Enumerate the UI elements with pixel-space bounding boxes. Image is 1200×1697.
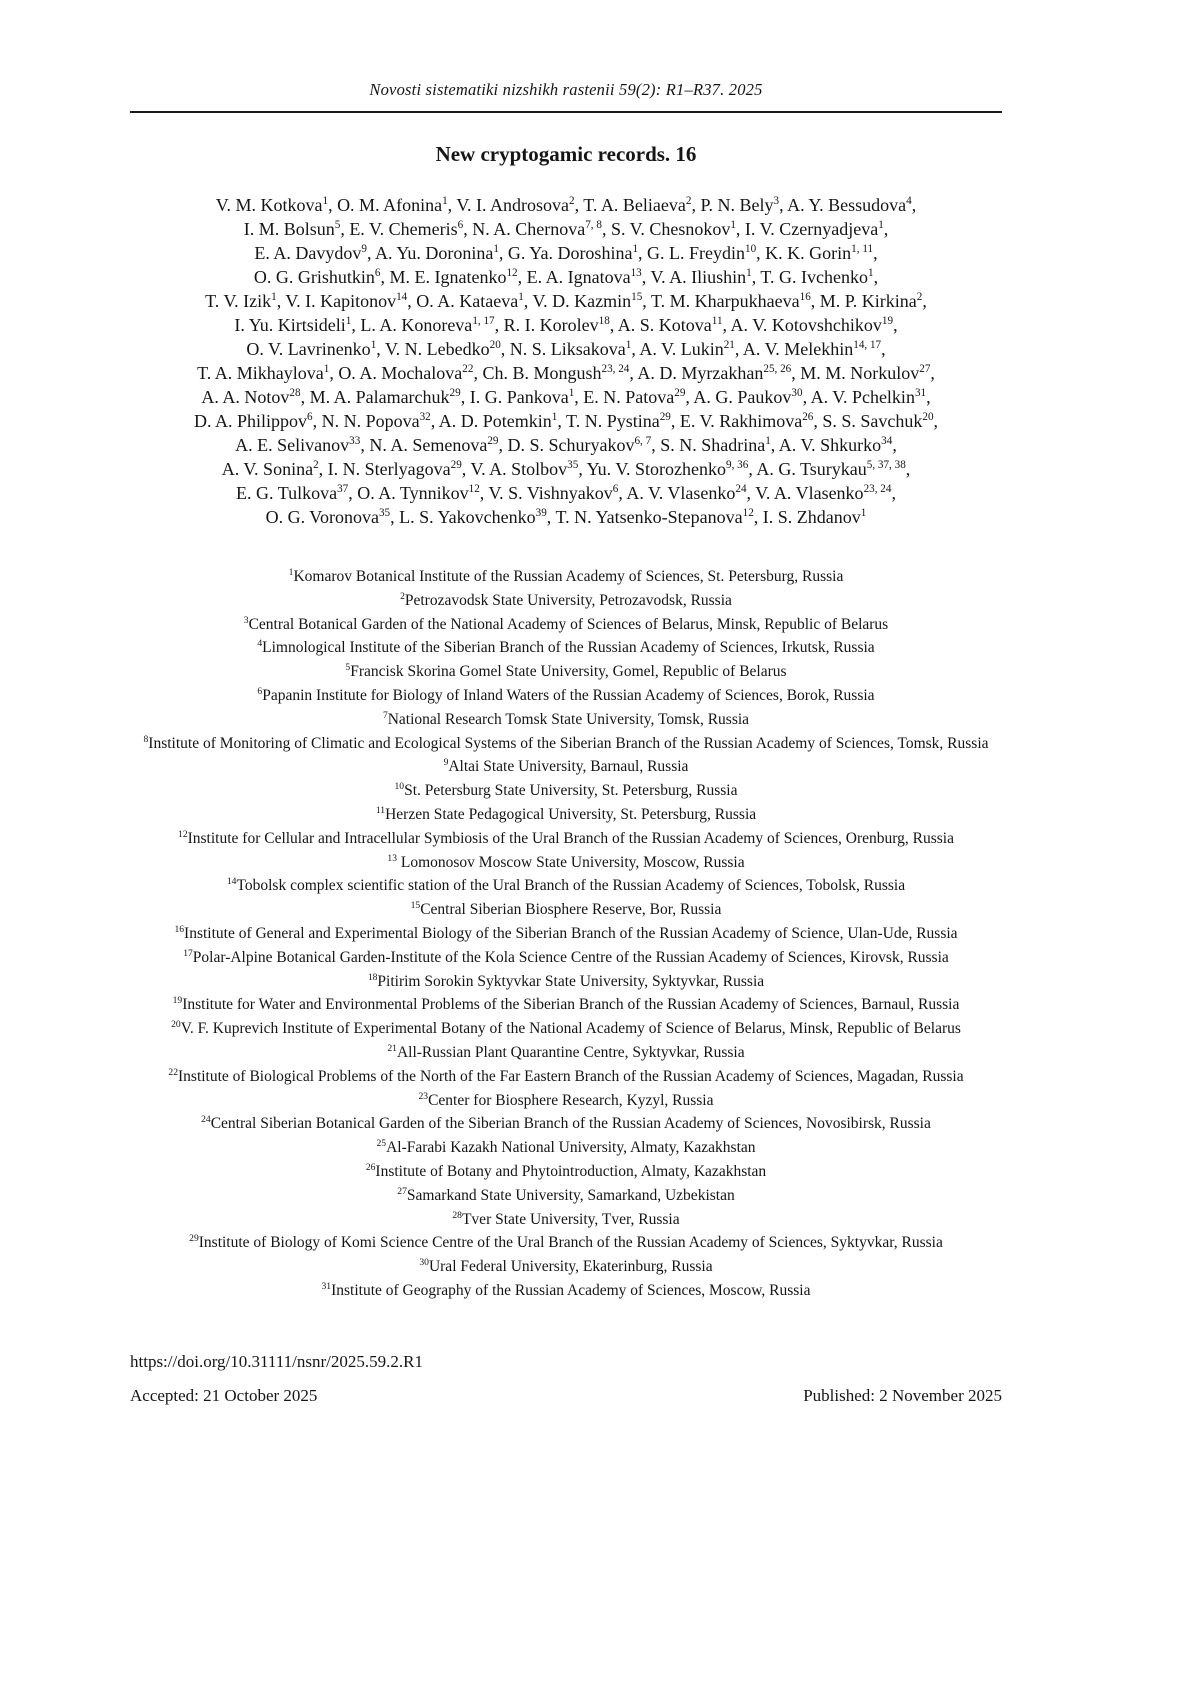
affiliation: $^{18}$Pitirim Sorokin Syktyvkar State University, Syktyvkar, Russia [367,971,765,990]
author: V. A. Iliushin$^1$ [650,267,752,287]
accepted-date: Accepted: 21 October 2025 [130,1385,318,1405]
author: I. N. Sterlyagova$^{29}$ [327,459,462,479]
author: M. E. Ignatenko$^{12}$ [389,267,518,287]
author-affiliation-ref: 30 [791,387,803,399]
author-affiliation-ref: 1 [442,195,448,207]
author-affiliation-ref: 23, 24 [601,363,630,375]
author-affiliation-ref: 1 [632,243,639,255]
author: D. S. Schuryakov$^{6, 7}$ [507,435,652,455]
affiliation-number: 9 [443,757,449,769]
author-affiliation-ref: 14 [396,291,408,303]
journal-header-block [130,80,1002,113]
affiliation: $^{30}$Ural Federal University, Ekaterinburg, Russia [419,1256,713,1276]
author-affiliation-ref: 1 [765,435,771,447]
author: T. G. Ivchenko$^1$ [760,267,874,287]
author-affiliation-ref: 35 [378,507,391,519]
author: A. Yu. Doronina$^1$ [375,243,499,263]
author-line: T. A. Mikhaylova$^1$, O. A. Mochalova$^{22}$, Ch. B. Mongush$^{23, 24}$, A. D. Myrzakhan$^{25, 26}$, M. M. Norkulov$^{27}$, [197,363,935,383]
author: I. Yu. Kirtsideli$^1$ [234,315,352,335]
author-affiliation-ref: 1, 17 [472,315,495,327]
author-affiliation-ref: 15 [631,291,643,303]
author: A. V. Kotovshchikov$^{19}$ [730,315,894,335]
author-line: D. A. Philippov$^6$, N. N. Popova$^{32}$, A. D. Potemkin$^1$, T. N. Pystina$^{29}$, E. V. Rakhimova$^{26}$, S. S. Savchuk$^{20}$, [193,411,939,431]
affiliation-number: 2 [400,590,405,602]
author-affiliation-ref: 1 [518,291,524,303]
author-affiliation-ref: 23, 24 [863,483,892,495]
affiliation-number: 25 [376,1137,387,1149]
author-affiliation-ref: 32 [419,411,431,423]
affiliation: $^{27}$Samarkand State University, Samarkand, Uzbekistan [397,1185,735,1204]
author: Ch. B. Mongush$^{23, 24}$ [482,363,630,383]
author: E. N. Patova$^{29}$ [583,387,686,407]
author: T. V. Izik$^1$ [205,291,277,311]
author-affiliation-ref: 1 [370,339,377,351]
affiliation: $^{23}$Center for Biosphere Research, Kyzyl, Russia [418,1090,714,1109]
author: M. M. Norkulov$^{27}$ [800,363,931,383]
author: E. V. Chemeris$^6$ [349,219,464,239]
author-affiliation-ref: 33 [349,435,361,447]
author-affiliation-ref: 1 [878,219,884,231]
affiliation: $^{17}$Polar-Alpine Botanical Garden-Institute of the Kola Science Centre of the Russian Academy of Sciences, Kirovsk, Russia [183,947,949,966]
author: E. V. Rakhimova$^{26}$ [679,411,814,431]
affiliation: $^{25}$Al-Farabi Kazakh National University, Almaty, Kazakhstan [376,1137,756,1157]
affiliation: $^9$Altai State University, Barnaul, Russia [443,757,689,776]
author: N. A. Chernova$^{7, 8}$ [472,219,602,239]
author: N. A. Semenova$^{29}$ [369,435,499,455]
affiliation: $^{15}$Central Siberian Biosphere Reserve, Bor, Russia [410,900,722,919]
affiliation-number: 10 [394,781,405,793]
author: N. S. Liksakova$^1$ [509,339,632,359]
author: A. D. Myrzakhan$^{25, 26}$ [637,363,792,383]
affiliation-number: 1 [288,566,294,578]
author-affiliation-ref: 12 [742,507,754,519]
affiliation-number: 16 [174,923,185,935]
author-affiliation-ref: 1 [568,387,575,399]
author: I. V. Czernyadjeva$^1$ [744,219,884,239]
author-line: O. G. Grishutkin$^6$, M. E. Ignatenko$^{12}$, E. A. Ignatova$^{13}$, V. A. Iliushin$^1$, T. G. Ivchenko$^1$, [253,267,879,287]
author-line: V. M. Kotkova$^1$, O. M. Afonina$^1$, V. I. Androsova$^2$, T. A. Beliaeva$^2$, P. N. Bely$^3$, A. Y. Bessudova$^4$, [215,195,917,215]
author-affiliation-ref: 29 [487,435,499,447]
author: A. A. Notov$^{28}$ [201,387,301,407]
author-affiliation-ref: 1, 11 [851,243,874,255]
author-affiliation-ref: 14, 17 [853,339,882,351]
author-affiliation-ref: 11 [711,315,723,327]
affiliation: $^5$Francisk Skorina Gomel State University, Gomel, Republic of Belarus [345,662,787,681]
author: E. G. Tulkova$^{37}$ [236,483,349,503]
author-affiliation-ref: 6 [612,483,619,495]
author: V. I. Androsova$^2$ [456,195,575,215]
author-affiliation-ref: 9 [361,243,367,255]
affiliation: $^{31}$Institute of Geography of the Russian Academy of Sciences, Moscow, Russia [321,1280,811,1299]
affiliation: $^{21}$All-Russian Plant Quarantine Centre, Syktyvkar, Russia [387,1042,745,1061]
author-affiliation-ref: 37 [337,483,349,495]
author-list [130,193,1002,529]
author: T. A. Beliaeva$^2$ [583,195,692,215]
author-affiliation-ref: 2 [916,291,923,303]
author: O. G. Voronova$^{35}$ [265,507,391,527]
author-affiliation-ref: 19 [881,315,894,327]
author: O. A. Kataeva$^1$ [416,291,524,311]
author: L. S. Yakovchenko$^{39}$ [399,507,547,527]
author: A. V. Melekhin$^{14, 17}$ [742,339,882,359]
affiliation-number: 29 [189,1233,199,1245]
author: O. V. Lavrinenko$^1$ [246,339,377,359]
author-affiliation-ref: 18 [598,315,610,327]
author: V. M. Kotkova$^1$ [215,195,329,215]
author: A. V. Vlasenko$^{24}$ [626,483,747,503]
author: I. G. Pankova$^1$ [469,387,575,407]
affiliation-number: 11 [375,804,386,816]
author-affiliation-ref: 16 [799,291,811,303]
affiliation: $^2$Petrozavodsk State University, Petrozavodsk, Russia [400,590,732,609]
journal-header: Novosti sistematiki nizshikh rastenii 59(2): R1–R37. 2025 [369,80,763,99]
author: M. A. Palamarchuk$^{29}$ [309,387,461,407]
author: O. G. Grishutkin$^6$ [253,267,381,287]
author: K. K. Gorin$^{1, 11}$ [765,243,874,263]
author: A. G. Paukov$^{30}$ [693,387,803,407]
author-affiliation-ref: 6 [457,219,464,231]
paper-footer [130,1351,1002,1407]
author: D. A. Philippov$^6$ [193,411,313,431]
affiliation-number: 5 [345,662,351,674]
author-affiliation-ref: 3 [773,195,780,207]
affiliation: $^{13}$ Lomonosov Moscow State University, Moscow, Russia [387,852,745,871]
affiliation-number: 31 [321,1280,332,1292]
affiliation: $^6$Papanin Institute for Biology of Inland Waters of the Russian Academy of Sciences, Borok, Russia [257,685,875,704]
author-affiliation-ref: 1 [730,219,736,231]
author-affiliation-ref: 28 [289,387,301,399]
affiliation: $^{14}$Tobolsk complex scientific station of the Ural Branch of the Russian Academy of Sciences, Tobolsk, Russia [226,876,906,895]
author-affiliation-ref: 31 [914,387,927,399]
author-affiliation-ref: 6 [307,411,313,423]
author: V. A. Vlasenko$^{23, 24}$ [755,483,892,503]
author: N. N. Popova$^{32}$ [321,411,431,431]
author-line: I. M. Bolsun$^5$, E. V. Chemeris$^6$, N. A. Chernova$^{7, 8}$, S. V. Chesnokov$^1$, I. V. Czernyadjeva$^1$, [243,219,889,239]
author: G. L. Freydin$^{10}$ [647,243,757,263]
author-line: E. G. Tulkova$^{37}$, O. A. Tynnikov$^{12}$, V. S. Vishnyakov$^6$, A. V. Vlasenko$^{24}$, V. A. Vlasenko$^{23, 24}$, [236,483,896,503]
affiliation: $^{20}$V. F. Kuprevich Institute of Experimental Botany of the National Academy of Science of Belarus, Minsk, Republic of Belarus [171,1018,961,1038]
author-affiliation-ref: 1 [493,243,499,255]
author-affiliation-ref: 7, 8 [585,219,602,231]
affiliation-number: 17 [183,947,193,959]
author-affiliation-ref: 10 [745,243,757,255]
affiliation-list [130,565,1002,1303]
affiliation-number: 7 [382,709,388,721]
affiliation: $^{28}$Tver State University, Tver, Russia [452,1209,680,1228]
author: O. M. Afonina$^1$ [337,195,448,215]
author: M. P. Kirkina$^2$ [819,291,923,311]
author: A. D. Potemkin$^1$ [438,411,558,431]
affiliation: $^{19}$Institute for Water and Environmental Problems of the Siberian Branch of the Russian Academy of Sciences, Barnaul, Russia [172,995,960,1014]
author-line: E. A. Davydov$^9$, A. Yu. Doronina$^1$, G. Ya. Doroshina$^1$, G. L. Freydin$^{10}$, K. K. Gorin$^{1, 11}$, [254,243,878,263]
affiliation-number: 18 [367,971,378,983]
affiliation: $^{12}$Institute for Cellular and Intracellular Symbiosis of the Ural Branch of the Russian Academy of Sciences, Orenburg, Russia [178,828,954,847]
author-affiliation-ref: 4 [906,195,912,207]
affiliation: $^1$Komarov Botanical Institute of the Russian Academy of Sciences, St. Petersburg, Russia [288,566,844,585]
affiliation: $^{22}$Institute of Biological Problems of the North of the Far Eastern Branch of the Russian Academy of Sciences, Magadan, Russia [168,1066,964,1085]
affiliation-number: 14 [226,876,237,888]
affiliation-number: 6 [257,685,263,697]
author-affiliation-ref: 5, 37, 38 [866,459,906,471]
author: V. D. Kazmin$^{15}$ [532,291,643,311]
header-rule [130,111,1002,113]
affiliation: $^7$National Research Tomsk State University, Tomsk, Russia [382,709,750,728]
affiliation: $^{29}$Institute of Biology of Komi Science Centre of the Ural Branch of the Russian Academy of Sciences, Syktyvkar, Russia [189,1233,943,1252]
dates-row [130,1385,1002,1407]
author-line: A. V. Sonina$^2$, I. N. Sterlyagova$^{29}$, V. A. Stolbov$^{35}$, Yu. V. Storozhenko$^{9, 36}$, A. G. Tsurykau$^{5, 37, 38}$, [221,459,911,479]
author: A. G. Tsurykau$^{5, 37, 38}$ [756,459,906,479]
author: A. S. Kotova$^{11}$ [617,315,723,335]
author-affiliation-ref: 1 [746,267,752,279]
author-line: O. V. Lavrinenko$^1$, V. N. Lebedko$^{20}$, N. S. Liksakova$^1$, A. V. Lukin$^{21}$, A. V. Melekhin$^{14, 17}$, [246,339,886,359]
author: S. N. Shadrina$^1$ [660,435,771,455]
author: S. V. Chesnokov$^1$ [610,219,736,239]
affiliation-number: 27 [397,1185,407,1197]
author: O. A. Mochalova$^{22}$ [338,363,474,383]
author-affiliation-ref: 5 [334,219,341,231]
author-affiliation-ref: 29 [674,387,686,399]
author-affiliation-ref: 12 [468,483,480,495]
author-affiliation-ref: 2 [569,195,575,207]
author-affiliation-ref: 1 [868,267,874,279]
author: G. Ya. Doroshina$^1$ [507,243,639,263]
published-date: Published: 2 November 2025 [803,1385,1002,1405]
affiliation-number: 22 [168,1066,178,1078]
author: P. N. Bely$^3$ [700,195,780,215]
affiliation: $^{16}$Institute of General and Experimental Biology of the Siberian Branch of the Russian Academy of Science, Ulan-Ude, Russia [174,923,958,942]
affiliation-number: 28 [452,1209,462,1221]
author: T. N. Yatsenko-Stepanova$^{12}$ [555,507,754,527]
affiliation: $^{24}$Central Siberian Botanical Garden of the Siberian Branch of the Russian Academy of Sciences, Novosibirsk, Russia [201,1114,931,1133]
author-line: A. E. Selivanov$^{33}$, N. A. Semenova$^{29}$, D. S. Schuryakov$^{6, 7}$, S. N. Shadrina$^1$, A. V. Shkurko$^{34}$, [235,435,897,455]
author-affiliation-ref: 39 [535,507,547,519]
affiliation-number: 26 [365,1161,376,1173]
author-affiliation-ref: 22 [462,363,474,375]
author: I. S. Zhdanov$^1$ [762,507,867,527]
author-affiliation-ref: 25, 26 [763,363,792,375]
author: T. A. Mikhaylova$^1$ [197,363,330,383]
author: E. A. Ignatova$^{13}$ [526,267,642,287]
author: V. I. Kapitonov$^{14}$ [285,291,408,311]
author-affiliation-ref: 6 [374,267,381,279]
author-affiliation-ref: 27 [919,363,931,375]
affiliation-number: 20 [171,1018,181,1030]
author: A. Y. Bessudova$^4$ [787,195,912,215]
author-affiliation-ref: 1 [860,507,867,519]
affiliation-number: 13 [387,852,397,864]
author: T. M. Kharpukhaeva$^{16}$ [650,291,811,311]
author-affiliation-ref: 1 [345,315,352,327]
affiliation: $^{26}$Institute of Botany and Phytointroduction, Almaty, Kazakhstan [365,1161,767,1180]
author-affiliation-ref: 29 [659,411,671,423]
author-affiliation-ref: 2 [685,195,692,207]
affiliation: $^{11}$Herzen State Pedagogical University, St. Petersburg, Russia [375,804,757,823]
author: V. A. Stolbov$^{35}$ [470,459,579,479]
author: V. S. Vishnyakov$^6$ [488,483,619,503]
author-affiliation-ref: 2 [313,459,319,471]
paper-title: New cryptogamic records. 16 [435,142,697,166]
affiliation: $^8$Institute of Monitoring of Climatic and Ecological Systems of the Siberian Branch of the Russian Academy of Sciences, Tomsk, Russia [143,733,989,752]
author: A. V. Pchelkin$^{31}$ [810,387,927,407]
author-affiliation-ref: 12 [506,267,518,279]
affiliation: $^{10}$St. Petersburg State University, St. Petersburg, Russia [394,781,738,800]
author-affiliation-ref: 1 [271,291,277,303]
author-affiliation-ref: 35 [567,459,579,471]
author-affiliation-ref: 29 [450,459,462,471]
doi-link[interactable]: https://doi.org/10.31111/nsnr/2025.59.2.R1 [130,1351,423,1371]
author-line: A. A. Notov$^{28}$, M. A. Palamarchuk$^{29}$, I. G. Pankova$^1$, E. N. Patova$^{29}$, A. G. Paukov$^{30}$, A. V. Pchelkin$^{31}$, [201,387,931,407]
affiliation-number: 3 [243,614,249,626]
author-affiliation-ref: 20 [489,339,501,351]
author: I. M. Bolsun$^5$ [243,219,341,239]
author: A. V. Lukin$^{21}$ [639,339,735,359]
author: V. N. Lebedko$^{20}$ [384,339,501,359]
author: R. I. Korolev$^{18}$ [503,315,610,335]
author: O. A. Tynnikov$^{12}$ [357,483,480,503]
author-affiliation-ref: 26 [802,411,814,423]
affiliation-number: 23 [418,1090,429,1102]
author: L. A. Konoreva$^{1, 17}$ [360,315,495,335]
author-affiliation-ref: 1 [323,363,330,375]
author: A. E. Selivanov$^{33}$ [235,435,361,455]
affiliation: $^3$Central Botanical Garden of the National Academy of Sciences of Belarus, Minsk, Republic of Belarus [243,614,889,633]
author-affiliation-ref: 21 [723,339,735,351]
author: Yu. V. Storozhenko$^{9, 36}$ [586,459,749,479]
author-affiliation-ref: 1 [551,411,558,423]
author-line: I. Yu. Kirtsideli$^1$, L. A. Konoreva$^{1, 17}$, R. I. Korolev$^{18}$, A. S. Kotova$^{11}$, A. V. Kotovshchikov$^{19}$, [234,315,898,335]
author-affiliation-ref: 24 [735,483,747,495]
author: A. V. Sonina$^2$ [221,459,319,479]
author-affiliation-ref: 1 [625,339,632,351]
affiliation-number: 30 [419,1256,429,1268]
affiliation-number: 8 [143,733,149,745]
author: T. N. Pystina$^{29}$ [566,411,671,431]
affiliation: $^4$Limnological Institute of the Siberian Branch of the Russian Academy of Sciences, Irkutsk, Russia [257,638,875,657]
author-affiliation-ref: 6, 7 [634,435,652,447]
author-affiliation-ref: 9, 36 [726,459,749,471]
affiliation-number: 12 [178,828,188,840]
author-affiliation-ref: 13 [630,267,642,279]
paper-page [130,0,1002,1407]
affiliation-number: 21 [387,1042,397,1054]
author-line: T. V. Izik$^1$, V. I. Kapitonov$^{14}$, O. A. Kataeva$^1$, V. D. Kazmin$^{15}$, T. M. Kharpukhaeva$^{16}$, M. P. Kirkina$^2$, [205,291,927,311]
affiliation-number: 15 [410,900,421,911]
author: S. S. Savchuk$^{20}$ [822,411,934,431]
author: E. A. Davydov$^9$ [254,243,367,263]
author-affiliation-ref: 20 [922,411,934,423]
affiliation-number: 24 [201,1114,211,1126]
author-affiliation-ref: 29 [449,387,461,399]
author-line: O. G. Voronova$^{35}$, L. S. Yakovchenko$^{39}$, T. N. Yatsenko-Stepanova$^{12}$, I. S. Zhdanov$^1$ [265,507,867,527]
author-affiliation-ref: 34 [881,435,893,447]
affiliation-number: 19 [172,995,183,1007]
author-affiliation-ref: 1 [322,195,329,207]
affiliation-number: 4 [257,638,263,650]
author: A. V. Shkurko$^{34}$ [778,435,893,455]
